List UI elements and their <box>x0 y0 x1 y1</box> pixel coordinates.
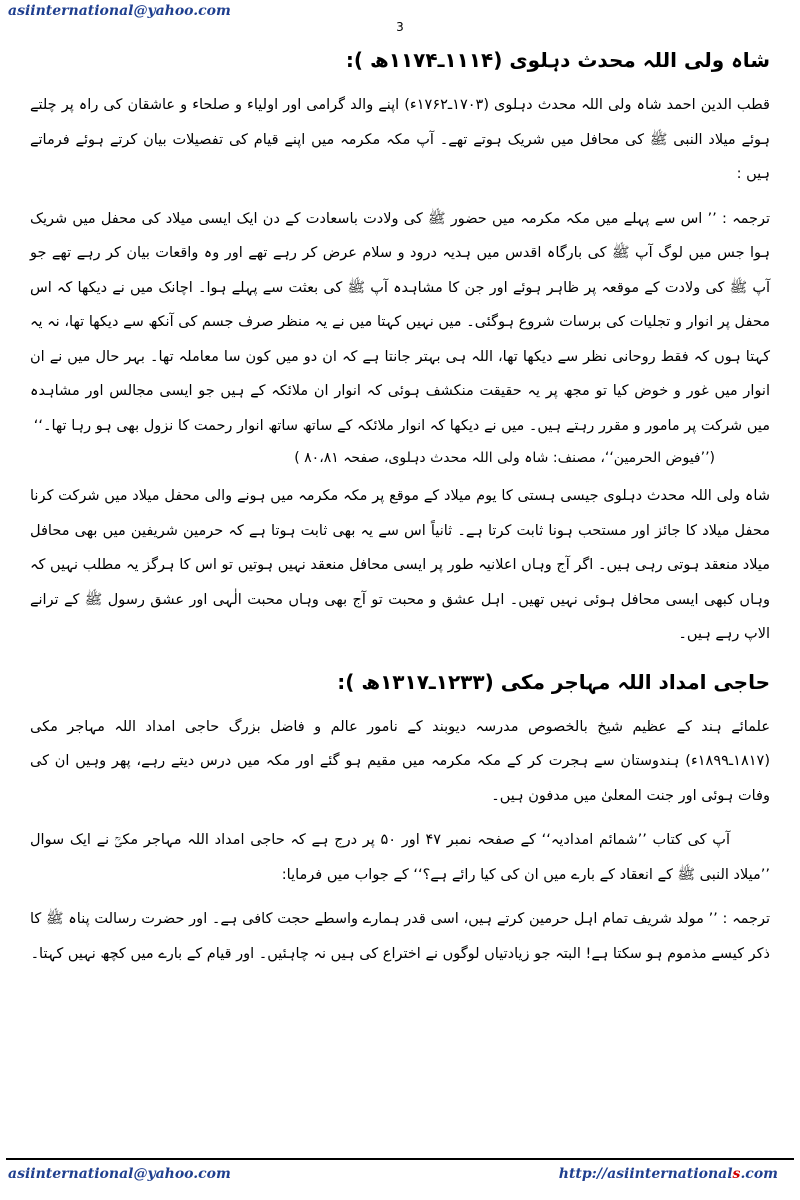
commentary-paragraph: شاہ ولی اللہ محدث دہلوی جیسی ہستی کا یوم میلاد کے موقع پر مکہ مکرمہ میں ہونے والی محفل میلاد میں شرکت کرنا محفل میلاد کا جائز اور مستحب ہونا ثابت کرتا ہے۔ ثانیاً اس سے یہ بھی ثابت ہوتا ہے کہ حرمین شریفین میں بھی محافل میلاد منعقد ہوتی رہی ہیں۔ اگر آج وہاں اعلانیہ طور پر ایسی محافل منعقد نہیں ہوتیں تو اس کا ہرگز یہ مطلب نہیں کہ وہاں کبھی ایسی محافل ہوئی نہیں تھیں۔ اہل عشق و محبت تو آج بھی وہاں محبت الٰہی اور عشق رسول ﷺ کے ترانے الاپ رہے ہیں۔ <box>30 488 770 642</box>
citation: (’’فیوض الحرمین‘‘، مصنف: شاہ ولی اللہ محدث دہلوی، صفحہ ۸۰،۸۱ ) <box>294 450 715 466</box>
book-reference-paragraph: آپ کی کتاب ’’شمائم امدادیہ‘‘ کے صفحہ نمبر ۴۷ اور ۵۰ پر درج ہے کہ حاجی امداد اللہ مہاجر مکیؒ نے ایک سوال ’’میلاد النبی ﷺ کے انعقاد کے بارے میں ان کی کیا رائے ہے؟‘‘ کے جواب میں فرمایا: <box>30 832 770 883</box>
footer-url-highlight: s <box>732 1166 741 1182</box>
quote-text: ’’ اس سے پہلے میں مکہ مکرمہ میں حضور ﷺ کی ولادت باسعادت کے دن ایک ایسی میلاد کی محفل میں شریک ہوا جس میں لوگ آپ ﷺ کی بارگاہ اقدس میں ہدیہ درود و سلام عرض کر رہے تھے اور وہ واقعات بیان کر رہے تھے جو آپ ﷺ کی ولادت کے موقعہ پر ظاہر ہوئے اور جن کا مشاہدہ آپ ﷺ کی بعثت سے پہلے ہوا۔ اچانک میں نے دیکھا کہ اس محفل پر انوار و تجلیات کی برسات شروع ہوگئی۔ میں نہیں کہتا میں نے یہ منظر صرف جسم کی آنکھ سے دیکھا تھا، نہ یہ کہتا ہوں کہ فقط روحانی نظر سے دیکھا تھا، اللہ ہی بہتر جانتا ہے کہ ان دو میں کون سا معاملہ تھا۔ بہر حال میں نے ان انوار میں غور و خوض کیا تو مجھ پر یہ حقیقت منکشف ہوئی کہ انوار ان ملائکہ کے ہیں جو ایسی مجالس اور مشاہدہ میں شرکت پر مامور و مقرر رہتے ہیں۔ میں نے دیکھا کہ انوار ملائکہ کے ساتھ ساتھ انوار رحمت کا نزول بھی ہو رہا تھا۔‘‘ <box>30 210 770 434</box>
document-body <box>30 40 770 981</box>
section-heading-haji-imdadullah: حاجی امداد اللہ مہاجر مکی (۱۲۳۳ـ۱۳۱۷ھ ): <box>337 669 770 694</box>
header-email: asiinternational@yahoo.com <box>8 3 231 19</box>
translation-quote <box>30 202 770 444</box>
bio-paragraph: علمائے ہند کے عظیم شیخ بالخصوص مدرسہ دیوبند کے نامور عالم و فاضل بزرگ حاجی امداد اللہ مہاجر مکی (۱۸۱۷ـ۱۸۹۹ء) ہندوستان سے ہجرت کر کے مکہ مکرمہ میں مقیم ہو گئے اور مکہ میں درس دیتے رہے، پھر وہیں ان کی وفات ہوئی اور جنت المعلیٰ میں مدفون ہیں۔ <box>30 718 770 804</box>
footer-url-suffix: .com <box>740 1166 778 1182</box>
footer-rule <box>6 1158 794 1160</box>
footer-email: asiinternational@yahoo.com <box>8 1166 231 1182</box>
translation-quote-2 <box>30 902 770 971</box>
footer-url[interactable] <box>559 1166 778 1182</box>
page-number: 3 <box>396 20 404 34</box>
translation-label: ترجمہ : <box>722 210 771 227</box>
section-heading-shah-waliullah: شاہ ولی اللہ محدث دہلوی (۱۱۱۴ـ۱۱۷۴ھ ): <box>345 48 770 72</box>
footer-url-prefix: http://asiinternational <box>558 1166 733 1182</box>
intro-paragraph: قطب الدین احمد شاہ ولی اللہ محدث دہلوی (۱۷۰۳ـ۱۷۶۲ء) اپنے والد گرامی اور اولیاء و صلحاء و عاشقان کی راہ پر چلتے ہوئے میلاد النبی ﷺ کی محافل میں شریک ہوتے تھے۔ آپ مکہ مکرمہ میں اپنے قیام کی تفصیلات بیان کرتے ہوئے فرماتے ہیں : <box>30 97 770 182</box>
translation-label-2: ترجمہ : <box>722 911 771 927</box>
quote-text-2: ’’ مولد شریف تمام اہل حرمین کرتے ہیں، اسی قدر ہمارے واسطے حجت کافی ہے۔ اور حضرت رسالت پناہ ﷺ کا ذکر کیسے مذموم ہو سکتا ہے! البتہ جو زیادتیاں لوگوں نے اختراع کی ہیں نہ چاہئیں۔ اور قیام کے بارے میں کچھ نہیں کہتا۔ <box>30 911 770 962</box>
